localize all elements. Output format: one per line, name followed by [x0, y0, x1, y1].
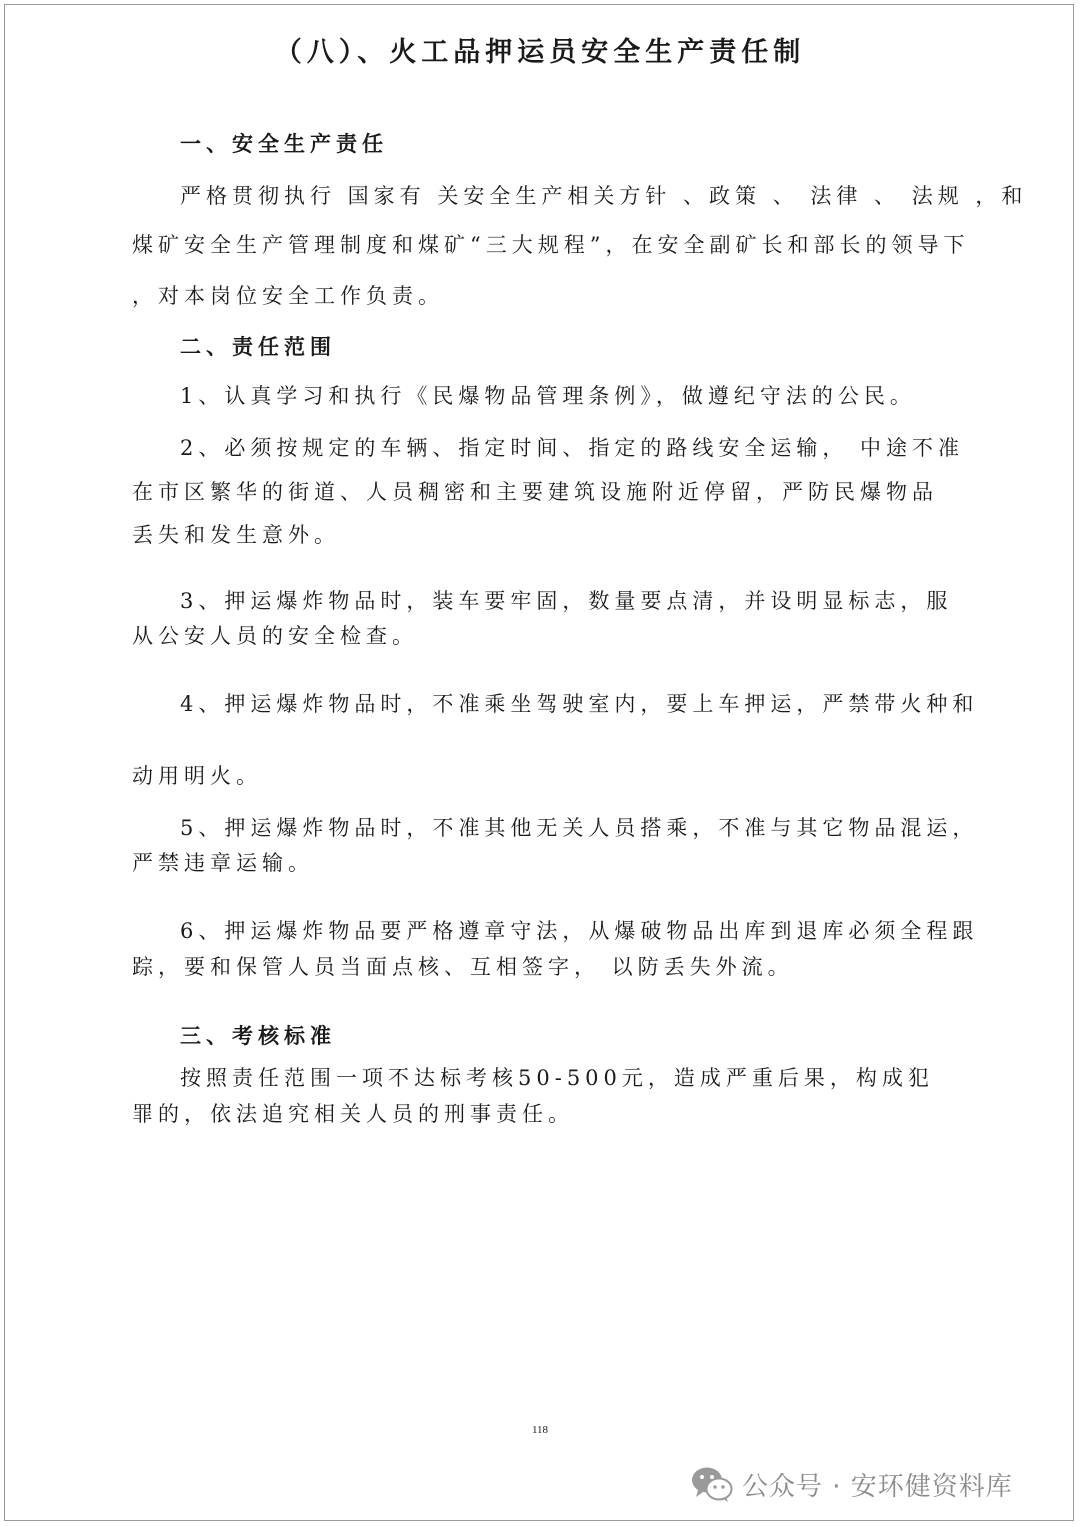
paragraph-line: 4、押运爆炸物品时，不准乘坐驾驶室内，要上车押运，严禁带火种和: [180, 692, 979, 716]
paragraph-line: 严禁违章运输。: [132, 851, 314, 875]
section-heading-responsibility: 一、安全生产责任: [180, 131, 388, 156]
paragraph-line: 动用明火。: [132, 764, 262, 788]
paragraph-line: 在市区繁华的街道、人员稠密和主要建筑设施附近停留，严防民爆物品: [132, 480, 938, 504]
section-heading-scope: 二、责任范围: [180, 334, 336, 359]
document-title: （八）、火工品押运员安全生产责任制: [274, 37, 806, 68]
paragraph-line: 从公安人员的安全检查。: [132, 624, 418, 648]
paragraph-line: 踪，要和保管人员当面点核、互相签字， 以防丢失外流。: [132, 955, 794, 979]
paragraph-line: ，对本岗位安全工作负责。: [132, 284, 444, 308]
wechat-icon: [690, 1464, 734, 1504]
watermark: [690, 1462, 1013, 1506]
paragraph-line: 严格贯彻执行 国家有 关安全生产相关方针 、政策 、 法律 、 法规 ，和: [180, 184, 1028, 208]
paragraph-line: 3、押运爆炸物品时，装车要牢固，数量要点清，并设明显标志，服: [180, 589, 953, 613]
paragraph-line: 1、认真学习和执行《民爆物品管理条例》，做遵纪守法的公民。: [180, 384, 916, 408]
paragraph-line: 2、必须按规定的车辆、指定时间、指定的路线安全运输， 中途不准: [180, 436, 965, 460]
paragraph-line: 按照责任范围一项不达标考核50-500元，造成严重后果，构成犯: [180, 1066, 934, 1090]
paragraph-line: 6、押运爆炸物品要严格遵章守法，从爆破物品出库到退库必须全程跟: [180, 919, 979, 943]
paragraph-line: 5、押运爆炸物品时，不准其他无关人员搭乘，不准与其它物品混运，: [180, 816, 979, 840]
paragraph-line: 煤矿安全生产管理制度和煤矿“三大规程”，在安全副矿长和部长的领导下: [132, 233, 970, 257]
page-number: 118: [531, 1424, 549, 1436]
paragraph-line: 罪的，依法追究相关人员的刑事责任。: [132, 1102, 574, 1126]
watermark-text: 公众号 · 安环健资料库: [742, 1471, 1013, 1502]
paragraph-line: 丢失和发生意外。: [132, 523, 340, 547]
section-heading-assessment: 三、考核标准: [180, 1023, 336, 1048]
